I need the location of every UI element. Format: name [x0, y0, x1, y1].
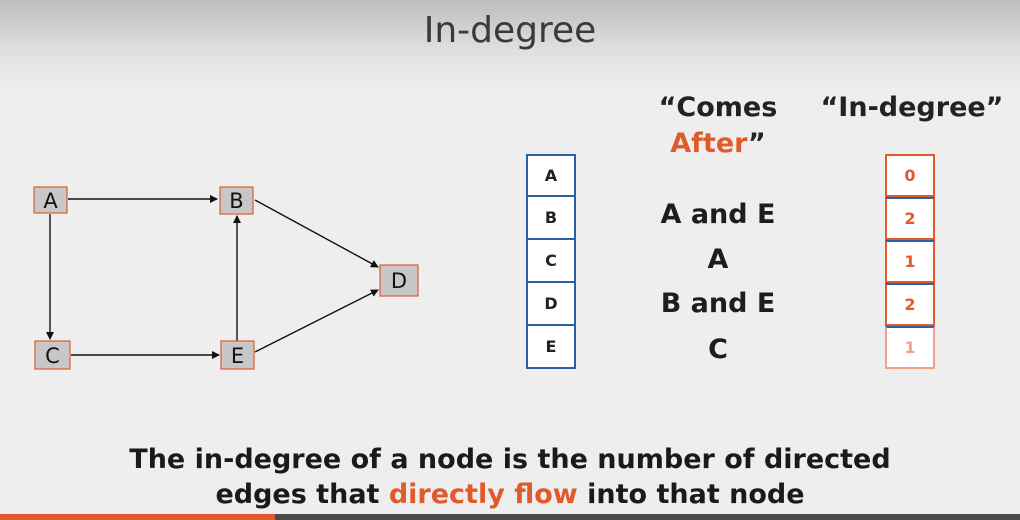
caption-line1: The in-degree of a node is the number of directed — [129, 444, 891, 475]
node-array-cell: C — [526, 240, 576, 283]
node-array-cell: D — [526, 283, 576, 326]
graph-node-d — [380, 265, 418, 296]
node-b-label: B — [229, 189, 244, 213]
node-c-label: C — [45, 344, 60, 368]
in-degree-cell: 0 — [885, 154, 935, 197]
node-d-label: D — [390, 269, 408, 293]
after-close-quote: ” — [747, 128, 766, 159]
graph-edges — [50, 199, 378, 355]
comes-after-header-line1: “Comes — [658, 92, 778, 123]
graph-node-c — [35, 341, 70, 369]
comes-after-header-line2 — [640, 126, 796, 162]
slide-title: In-degree — [423, 10, 597, 51]
video-progress-bar[interactable] — [0, 514, 1020, 520]
comes-after-c: A — [707, 244, 729, 275]
node-array-cell: E — [526, 326, 576, 369]
caption-line2-pre: edges that — [215, 479, 389, 510]
node-a-label: A — [43, 189, 58, 213]
in-degree-cell: 2 — [885, 283, 935, 326]
caption-line2-post: into that node — [577, 479, 805, 510]
node-e-label: E — [230, 344, 245, 368]
caption-accent: directly flow — [388, 479, 578, 510]
caption — [0, 442, 1020, 512]
comes-after-header — [640, 90, 796, 162]
caption-line2 — [0, 477, 1020, 512]
video-progress-fill — [0, 514, 275, 520]
graph-node-e — [221, 341, 254, 369]
node-array-cell: B — [526, 197, 576, 240]
comes-after-e: C — [708, 334, 728, 365]
edge-b-d — [255, 200, 378, 267]
in-degree-cell: 2 — [885, 197, 935, 240]
after-word: After — [670, 128, 748, 159]
graph-node-b — [220, 187, 253, 214]
comes-after-d: B and E — [660, 288, 776, 319]
node-array-cell: A — [526, 154, 576, 197]
in-degree-cell: 1 — [885, 326, 935, 369]
node-array — [526, 154, 576, 369]
in-degree-cell: 1 — [885, 240, 935, 283]
comes-after-b: A and E — [660, 199, 776, 230]
in-degree-header: “In-degree” — [820, 92, 1004, 123]
graph-node-a — [34, 187, 67, 213]
in-degree-array — [885, 154, 935, 369]
edge-e-d — [255, 290, 378, 352]
